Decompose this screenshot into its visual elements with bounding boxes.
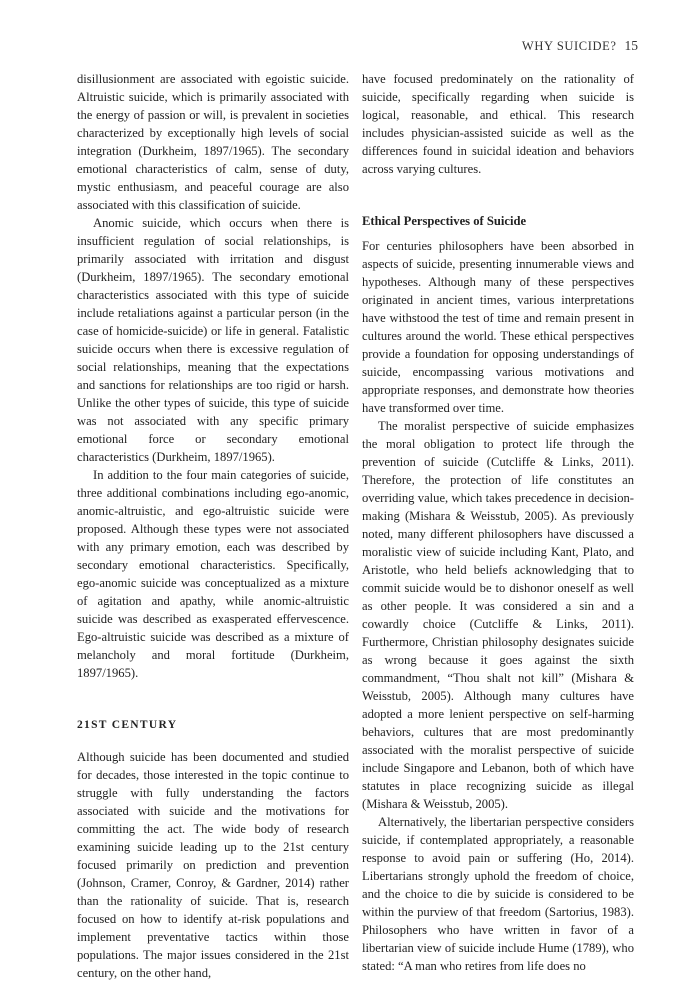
running-head-title: WHY SUICIDE? bbox=[521, 39, 617, 53]
paragraph-21st-century: Although suicide has been documented and studied for decades, those interested in the topic continue to struggle with fully understanding the factors associated with suicide and the motivations for committing the act. The wide body of research examining suicide leading up to the 21st century focused primarily on prediction and prevention (Johnson, Cramer, Conroy, & Gardner, 2014) rather than the rationality of suicide. That is, research focused on how to identify at-risk populations and implement preventative tactics within those populations. The major issues considered in the 21st century, on the other hand, bbox=[77, 750, 349, 980]
paragraph-combined-types: In addition to the four main categories of suicide, three additional combinations including ego-anomic, anomic-altruistic, and ego-altruistic suicide were proposed. Although these types were not associated with any primary emotion, each was described by secondary emotional characteristics. Specifically, ego-anomic suicide was conceptualized as a mixture of agitation and apathy, while anomic-altruistic suicide was described as exasperated effervescence. Ego-altruistic suicide was described as a mixture of melancholy and moral fortitude (Durkheim, 1897/1965). bbox=[77, 468, 349, 680]
paragraph-anomic-fatalistic: Anomic suicide, which occurs when there is insufficient regulation of social relationships, is primarily associated with irritation and disgust (Durkheim, 1897/1965). The secondary emotional characteristics associated with this type of suicide include retaliations against a particular person (in the case of homicide-suicide) or life in general. Fatalistic suicide occurs when there is excessive regulation of social relationships, meaning that the expectations and sanctions for relationships are too rigid or harsh. Unlike the other types of suicide, this type of suicide was not associated with any specific primary emotional force or secondary emotional characteristics (Durkheim, 1897/1965). bbox=[77, 216, 349, 464]
paragraph-rationality: have focused predominately on the rationality of suicide, specifically regarding when suicide is logical, reasonable, and ethical. This research includes physician-assisted suicide as well as the differences found in suicidal ideation and behaviors across varying cultures. bbox=[362, 72, 634, 176]
page-number: 15 bbox=[624, 38, 638, 53]
paragraph-libertarian-perspective: Alternatively, the libertarian perspective considers suicide, if contemplated appropriately, a reasonable response to avoid pain or suffering (Ho, 2014). Libertarians strongly uphold the freedom of choice, and the choice to die by suicide is considered to be within the purview of that freedom (Sartorius, 1983). Philosophers who have written in favor of a libertarian view of suicide include Hume (1789), who stated: “A man who retires from life does no bbox=[362, 815, 634, 973]
running-head bbox=[522, 38, 638, 54]
right-column bbox=[362, 70, 634, 975]
section-heading: 21ST CENTURY bbox=[77, 719, 178, 731]
left-column bbox=[77, 70, 349, 982]
paragraph-moralist-perspective: The moralist perspective of suicide emphasizes the moral obligation to protect life through the prevention of suicide (Cutcliffe & Links, 2011). Therefore, the protection of life constitutes an overriding value, which takes precedence in decision-making (Mishara & Weisstub, 2005). As previously noted, many different philosophers have discussed a moralistic view of suicide including Kant, Plato, and Aristotle, who held beliefs acknowledging that to commit suicide would be to dishonor oneself as well as other people. It was considered a sin and a cowardly choice (Cutcliffe & Links, 2011). Furthermore, Christian philosophy designates suicide as wrong because it goes against the sixth commandment, “Thou shalt not kill” (Mishara & Weisstub, 2005). Although many cultures have adopted a more lenient perspective on self-harming behaviors, cultures that are most predominantly associated with the moralist perspective of suicide include Singapore and Lebanon, both of which have statutes in place recognizing suicide as illegal (Mishara & Weisstub, 2005). bbox=[362, 419, 634, 811]
subsection-heading: Ethical Perspectives of Suicide bbox=[362, 214, 527, 228]
paragraph-ethical-perspectives: For centuries philosophers have been absorbed in aspects of suicide, presenting innumerable views and hypotheses. Although many of these perspectives originated in ancient times, various interpretations have withstood the test of time and remain present in cultures around the world. These ethical perspectives provide a foundation for opposing understandings of suicide, encompassing various motivations and appropriate responses, and demonstrate how theories have transformed over time. bbox=[362, 239, 634, 415]
paragraph-altruistic-suicide: disillusionment are associated with egoistic suicide. Altruistic suicide, which is primarily associated with the energy of passion or will, is prevalent in societies characterized by exceptionally high levels of social integration (Durkheim, 1897/1965). The secondary emotional characteristics of calm, sense of duty, mystic enthusiasm, and peaceful courage are also associated with this classification of suicide. bbox=[77, 72, 349, 212]
